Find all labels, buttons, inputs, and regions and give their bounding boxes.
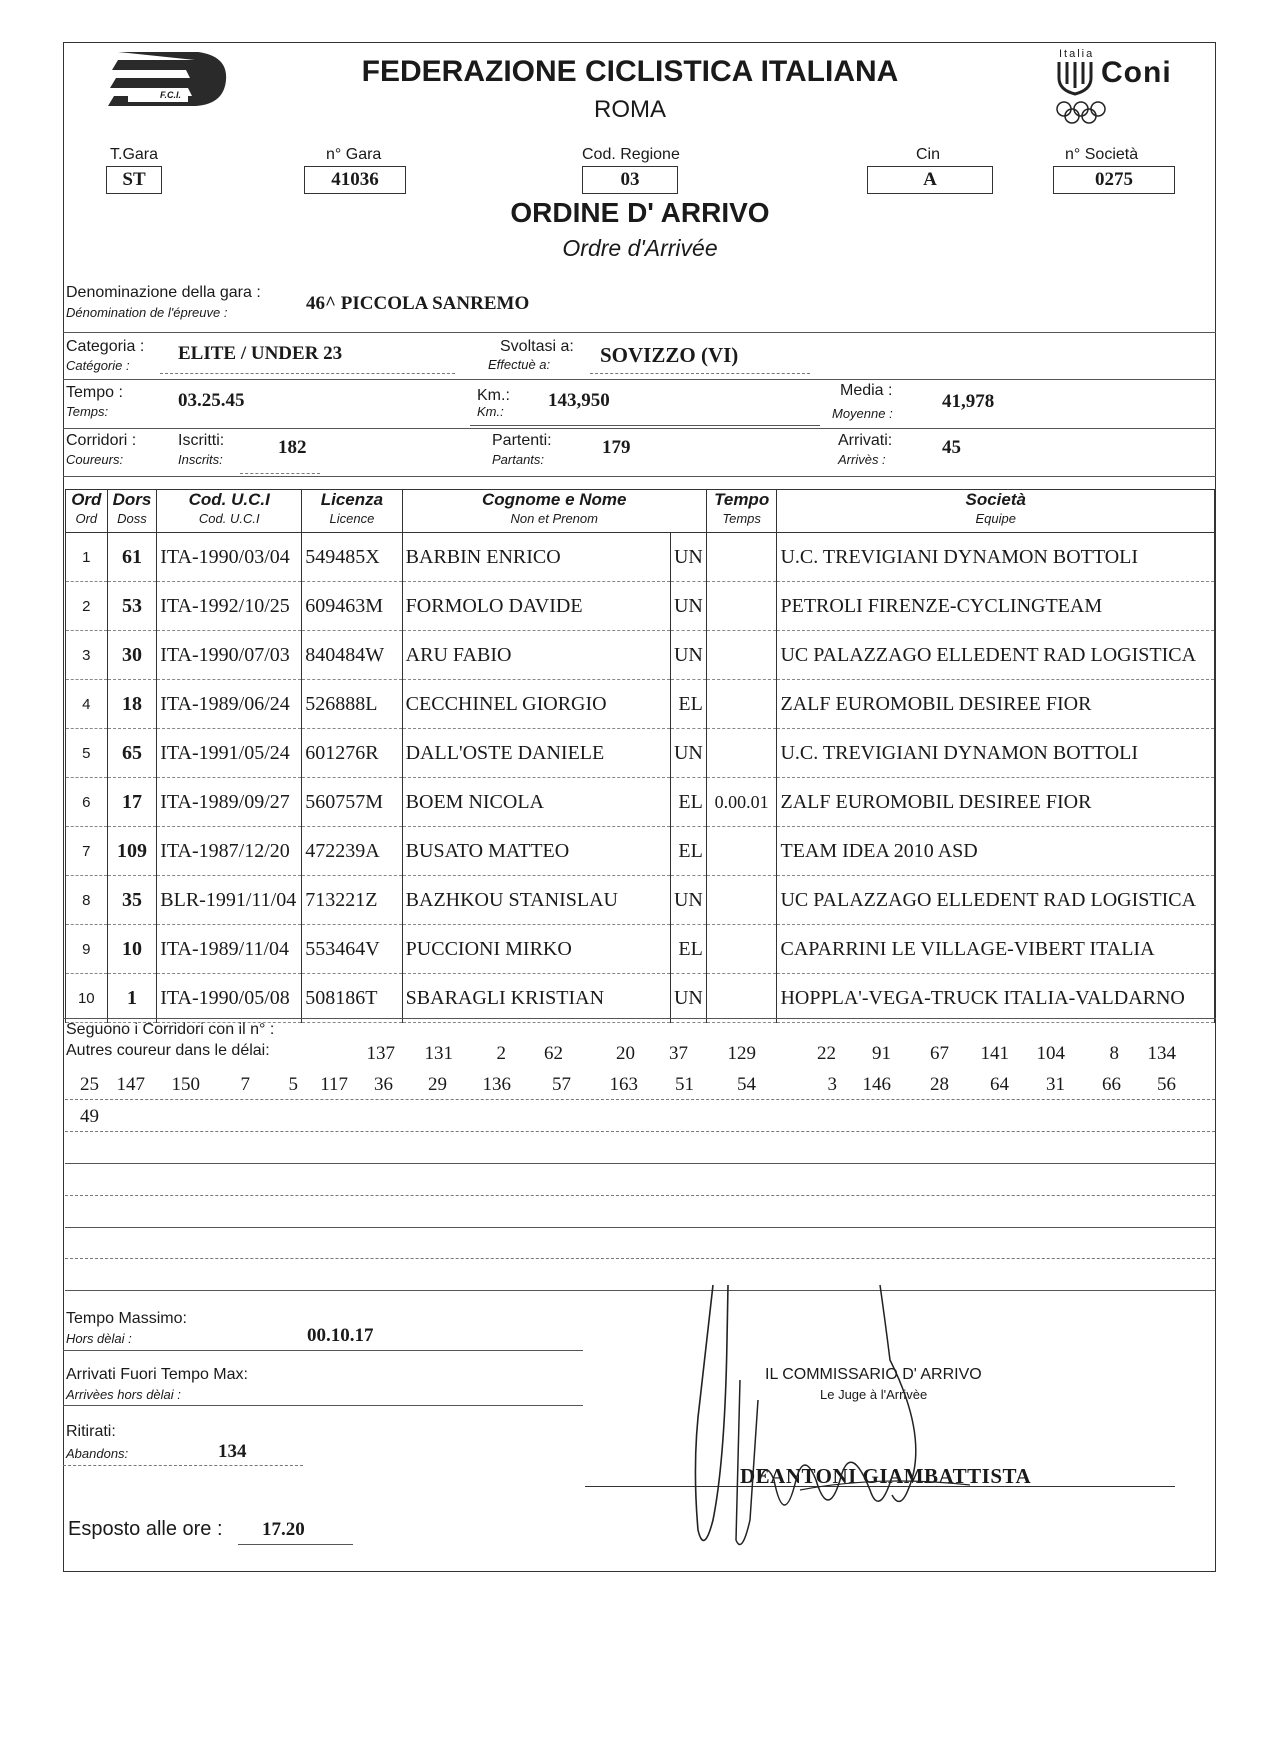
- denominazione-label: Denominazione della gara :: [66, 284, 261, 301]
- table-row: [66, 631, 1215, 680]
- cell-societa: UC PALAZZAGO ELLEDENT RAD LOGISTICA: [777, 631, 1215, 680]
- categoria-label: Categoria :: [66, 338, 145, 355]
- rider-number: 36: [374, 1074, 393, 1095]
- km-label-fr: Km.:: [477, 404, 504, 419]
- rider-number: 56: [1157, 1074, 1176, 1095]
- header-licenza: Licenza Licence: [302, 490, 402, 533]
- ritirati-label-fr: Abandons:: [66, 1446, 129, 1461]
- rider-number: 25: [80, 1074, 99, 1095]
- cell-licenza: 526888L: [302, 680, 402, 729]
- partenti-label-fr: Partants:: [492, 452, 545, 467]
- cell-nome: PUCCIONI MIRKO: [402, 925, 670, 974]
- others-line-3: [65, 1106, 1215, 1132]
- fuori-tempo-label-fr: Arrivèes hors dèlai :: [66, 1387, 181, 1402]
- cell-societa: CAPARRINI LE VILLAGE-VIBERT ITALIA: [777, 925, 1215, 974]
- arrivati-label-fr: Arrivès :: [838, 452, 886, 467]
- cell-licenza: 549485X: [302, 533, 402, 582]
- page-title: FEDERAZIONE CICLISTICA ITALIANA: [361, 55, 899, 88]
- rider-number: 104: [1036, 1043, 1065, 1064]
- cell-nome: BAZHKOU STANISLAU: [402, 876, 670, 925]
- others-label: Seguono i Corridori con il n° :: [66, 1021, 275, 1038]
- header-ord: Ord Ord: [66, 490, 108, 533]
- city: ROMA: [594, 96, 666, 123]
- denominazione-label-fr: Dénomination de l'épreuve :: [66, 305, 228, 320]
- rider-number: 137: [366, 1043, 395, 1064]
- n-societa-value: 0275: [1053, 166, 1175, 194]
- others-line-1: [65, 1043, 1215, 1069]
- rider-number: 131: [424, 1043, 453, 1064]
- cell-licenza: 472239A: [302, 827, 402, 876]
- rider-number: 66: [1102, 1074, 1121, 1095]
- cell-cod-uci: ITA-1989/09/27: [157, 778, 302, 827]
- cell-ord: 4: [66, 680, 108, 729]
- cell-nome: CECCHINEL GIORGIO: [402, 680, 670, 729]
- media-label: Media :: [840, 382, 893, 399]
- rider-number: 7: [240, 1074, 250, 1095]
- rider-number: 141: [980, 1043, 1009, 1064]
- t-gara-label: T.Gara: [110, 146, 159, 163]
- cell-nome: BARBIN ENRICO: [402, 533, 670, 582]
- cell-licenza: 840484W: [302, 631, 402, 680]
- cell-cod-uci: ITA-1990/03/04: [157, 533, 302, 582]
- rider-number: 146: [862, 1074, 891, 1095]
- cell-cod-uci: ITA-1989/06/24: [157, 680, 302, 729]
- rider-number: 49: [80, 1106, 99, 1127]
- cell-dors: 18: [107, 680, 157, 729]
- cell-ord: 5: [66, 729, 108, 778]
- cell-tempo: [706, 974, 777, 1023]
- cell-societa: TEAM IDEA 2010 ASD: [777, 827, 1215, 876]
- table-row: [66, 827, 1215, 876]
- cell-dors: 61: [107, 533, 157, 582]
- rider-number: 20: [616, 1043, 635, 1064]
- n-gara-value: 41036: [304, 166, 406, 194]
- ritirati-value: 134: [218, 1441, 247, 1462]
- cell-dors: 35: [107, 876, 157, 925]
- cell-cod-uci: BLR-1991/11/04: [157, 876, 302, 925]
- coni-logo: [1055, 48, 1185, 128]
- cell-licenza: 609463M: [302, 582, 402, 631]
- rider-number: 54: [737, 1074, 756, 1095]
- rider-number: 136: [482, 1074, 511, 1095]
- olympic-rings-icon: [1055, 100, 1107, 124]
- table-header-row: [66, 490, 1215, 533]
- cell-dors: 65: [107, 729, 157, 778]
- rider-number: 8: [1109, 1043, 1119, 1064]
- corridori-label: Corridori :: [66, 432, 137, 449]
- cell-ord: 7: [66, 827, 108, 876]
- header-dors: Dors Doss: [107, 490, 157, 533]
- cell-societa: ZALF EUROMOBIL DESIREE FIOR: [777, 778, 1215, 827]
- rider-number: 29: [428, 1074, 447, 1095]
- signature: [680, 1280, 1040, 1560]
- cin-label: Cin: [916, 146, 941, 163]
- table-row: [66, 778, 1215, 827]
- cell-societa: U.C. TREVIGIANI DYNAMON BOTTOLI: [777, 533, 1215, 582]
- rider-number: 129: [727, 1043, 756, 1064]
- table-row: [66, 876, 1215, 925]
- cell-nome: DALL'OSTE DANIELE: [402, 729, 670, 778]
- commissario-name: DEANTONI GIAMBATTISTA: [740, 1464, 1032, 1488]
- cell-categoria: UN: [670, 974, 706, 1023]
- n-societa-label: n° Società: [1065, 146, 1139, 163]
- cell-licenza: 553464V: [302, 925, 402, 974]
- tempo-massimo-label-fr: Hors dèlai :: [66, 1331, 132, 1346]
- cell-ord: 8: [66, 876, 108, 925]
- header-societa: Società Equipe: [777, 490, 1215, 533]
- cell-categoria: EL: [670, 925, 706, 974]
- ritirati-label: Ritirati:: [66, 1423, 116, 1440]
- rider-number: 91: [872, 1043, 891, 1064]
- n-gara-label: n° Gara: [326, 146, 382, 163]
- cell-tempo: [706, 582, 777, 631]
- cell-societa: PETROLI FIRENZE-CYCLINGTEAM: [777, 582, 1215, 631]
- coni-small-text: Italia: [1059, 48, 1095, 60]
- cod-regione-label: Cod. Regione: [582, 146, 680, 163]
- table-row: [66, 582, 1215, 631]
- cell-ord: 2: [66, 582, 108, 631]
- others-line-2: [65, 1074, 1215, 1100]
- cell-categoria: UN: [670, 876, 706, 925]
- cell-dors: 109: [107, 827, 157, 876]
- arrivati-label: Arrivati:: [838, 432, 893, 449]
- cell-dors: 30: [107, 631, 157, 680]
- svoltasi-label-fr: Effectuè a:: [488, 357, 551, 372]
- arrivati-value: 45: [942, 437, 961, 458]
- cell-categoria: EL: [670, 827, 706, 876]
- rider-number: 51: [675, 1074, 694, 1095]
- svoltasi-label: Svoltasi a:: [500, 338, 574, 355]
- cell-nome: ARU FABIO: [402, 631, 670, 680]
- results-table: [65, 489, 1215, 1023]
- cell-cod-uci: ITA-1990/05/08: [157, 974, 302, 1023]
- cell-cod-uci: ITA-1990/07/03: [157, 631, 302, 680]
- fuori-tempo-label: Arrivati Fuori Tempo Max:: [66, 1366, 248, 1383]
- cin-value: A: [867, 166, 993, 194]
- rider-number: 67: [930, 1043, 949, 1064]
- media-value: 41,978: [942, 391, 995, 412]
- cell-societa: U.C. TREVIGIANI DYNAMON BOTTOLI: [777, 729, 1215, 778]
- cell-categoria: UN: [670, 631, 706, 680]
- cell-ord: 9: [66, 925, 108, 974]
- rider-number: 150: [171, 1074, 200, 1095]
- coni-text: Coni: [1101, 56, 1172, 89]
- header-cod-uci: Cod. U.C.I Cod. U.C.I: [157, 490, 302, 533]
- rider-number: 64: [990, 1074, 1009, 1095]
- document-subtitle: Ordre d'Arrivée: [562, 235, 718, 261]
- cell-dors: 10: [107, 925, 157, 974]
- cell-societa: UC PALAZZAGO ELLEDENT RAD LOGISTICA: [777, 876, 1215, 925]
- categoria-label-fr: Catégorie :: [66, 358, 130, 373]
- cell-societa: ZALF EUROMOBIL DESIREE FIOR: [777, 680, 1215, 729]
- cell-cod-uci: ITA-1992/10/25: [157, 582, 302, 631]
- cell-tempo: [706, 876, 777, 925]
- tempo-massimo-label: Tempo Massimo:: [66, 1310, 187, 1327]
- cell-dors: 1: [107, 974, 157, 1023]
- cell-nome: SBARAGLI KRISTIAN: [402, 974, 670, 1023]
- cell-ord: 1: [66, 533, 108, 582]
- cell-categoria: EL: [670, 778, 706, 827]
- partenti-value: 179: [602, 437, 631, 458]
- km-label: Km.:: [477, 387, 510, 404]
- rider-number: 117: [320, 1074, 348, 1095]
- cell-tempo: [706, 827, 777, 876]
- cell-tempo: [706, 680, 777, 729]
- cell-societa: HOPPLA'-VEGA-TRUCK ITALIA-VALDARNO: [777, 974, 1215, 1023]
- esposto-label: Esposto alle ore :: [68, 1518, 223, 1540]
- rider-number: 22: [817, 1043, 836, 1064]
- rider-number: 163: [609, 1074, 638, 1095]
- cell-categoria: UN: [670, 729, 706, 778]
- cod-regione-value: 03: [582, 166, 678, 194]
- tempo-massimo-value: 00.10.17: [307, 1325, 374, 1346]
- t-gara-value: ST: [106, 166, 162, 194]
- header-nome: Cognome e Nome Non et Prenom: [402, 490, 706, 533]
- cell-nome: FORMOLO DAVIDE: [402, 582, 670, 631]
- cell-ord: 10: [66, 974, 108, 1023]
- rider-number: 5: [288, 1074, 298, 1095]
- rider-number: 28: [930, 1074, 949, 1095]
- cell-tempo: [706, 729, 777, 778]
- commissario-label-fr: Le Juge à l'Arrivèe: [820, 1387, 928, 1402]
- cell-licenza: 560757M: [302, 778, 402, 827]
- rider-number: 147: [116, 1074, 145, 1095]
- fci-logo: [100, 48, 230, 110]
- esposto-value: 17.20: [262, 1519, 305, 1540]
- cell-tempo: 0.00.01: [706, 778, 777, 827]
- table-row: [66, 680, 1215, 729]
- rider-number: 3: [827, 1074, 837, 1095]
- cell-ord: 3: [66, 631, 108, 680]
- cell-nome: BOEM NICOLA: [402, 778, 670, 827]
- cell-tempo: [706, 925, 777, 974]
- cell-dors: 17: [107, 778, 157, 827]
- rider-number: 31: [1046, 1074, 1065, 1095]
- iscritti-label-fr: Inscrits:: [178, 452, 223, 467]
- cell-licenza: 508186T: [302, 974, 402, 1023]
- iscritti-value: 182: [278, 437, 307, 458]
- corridori-label-fr: Coureurs:: [66, 452, 124, 467]
- cell-nome: BUSATO MATTEO: [402, 827, 670, 876]
- categoria-value: ELITE / UNDER 23: [178, 343, 343, 364]
- rider-number: 2: [496, 1043, 506, 1064]
- cell-tempo: [706, 631, 777, 680]
- rider-number: 134: [1147, 1043, 1176, 1064]
- tempo-value: 03.25.45: [178, 390, 245, 411]
- cell-dors: 53: [107, 582, 157, 631]
- others-label-fr: Autres coureur dans le délai:: [66, 1042, 270, 1059]
- cell-categoria: UN: [670, 533, 706, 582]
- partenti-label: Partenti:: [492, 432, 552, 449]
- document-title: ORDINE D' ARRIVO: [510, 197, 770, 228]
- cell-cod-uci: ITA-1987/12/20: [157, 827, 302, 876]
- cell-licenza: 601276R: [302, 729, 402, 778]
- cell-categoria: UN: [670, 582, 706, 631]
- rider-number: 57: [552, 1074, 571, 1095]
- iscritti-label: Iscritti:: [178, 432, 225, 449]
- rider-number: 62: [544, 1043, 563, 1064]
- km-value: 143,950: [548, 390, 610, 411]
- commissario-label: IL COMMISSARIO D' ARRIVO: [765, 1366, 982, 1383]
- table-row: [66, 729, 1215, 778]
- table-row: [66, 974, 1215, 1023]
- cell-cod-uci: ITA-1991/05/24: [157, 729, 302, 778]
- rider-number: 37: [669, 1043, 688, 1064]
- table-row: [66, 925, 1215, 974]
- cell-ord: 6: [66, 778, 108, 827]
- cell-tempo: [706, 533, 777, 582]
- table-row: [66, 533, 1215, 582]
- svoltasi-value: SOVIZZO (VI): [600, 343, 739, 367]
- media-label-fr: Moyenne :: [832, 406, 893, 421]
- header-tempo: Tempo Temps: [706, 490, 777, 533]
- cell-licenza: 713221Z: [302, 876, 402, 925]
- tempo-label-fr: Temps:: [66, 404, 109, 419]
- cell-categoria: EL: [670, 680, 706, 729]
- race-name: 46^ PICCOLA SANREMO: [306, 293, 530, 314]
- fci-logo-text: F.C.I.: [160, 90, 182, 100]
- tempo-label: Tempo :: [66, 384, 123, 401]
- cell-cod-uci: ITA-1989/11/04: [157, 925, 302, 974]
